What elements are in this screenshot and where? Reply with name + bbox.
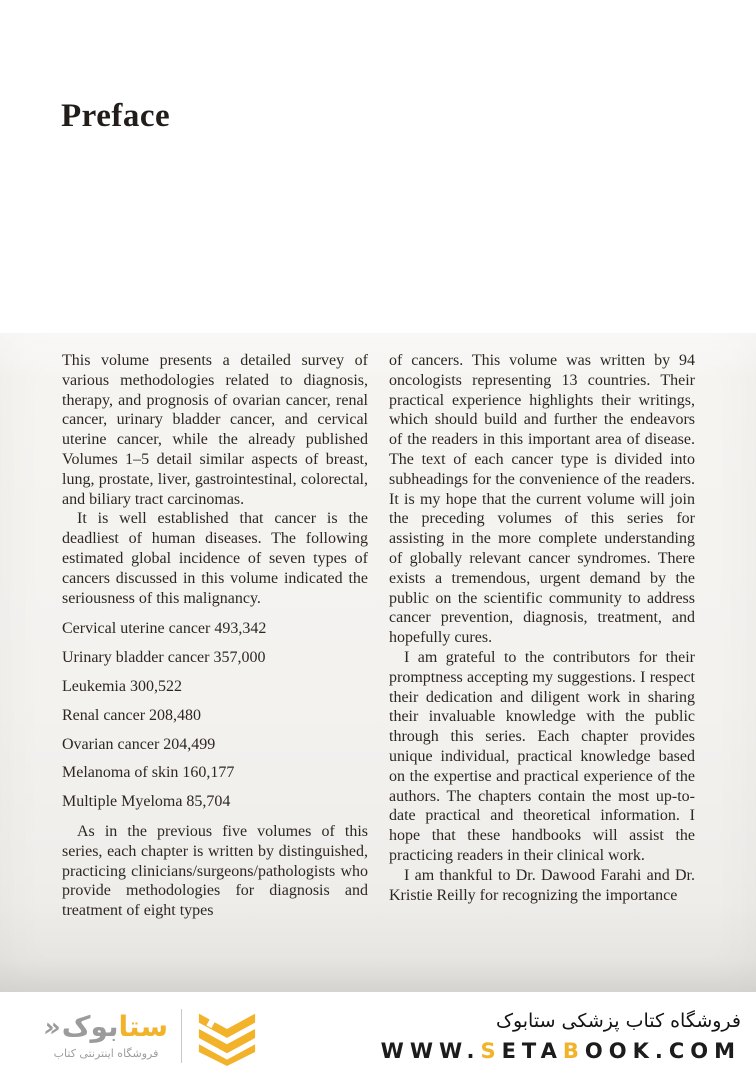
paragraph: I am grateful to the contributors for their promptness accepting my suggestions. I respect their dedication and diligent work in sharing their invaluable knowledge with the public through this series. Each chapter provides unique individual, practical knowledge based on the expertise and practical experience of the authors. The chapters contain the most up-to-date practical and theoretical information. I hope that these handbooks will assist the practicing readers in their clinical work. bbox=[389, 648, 695, 864]
url-segment: ETA bbox=[501, 1038, 563, 1063]
incidence-stats-list bbox=[62, 619, 368, 812]
logo-wordmark-block bbox=[40, 1010, 169, 1060]
stat-line: Urinary bladder cancer 357,000 bbox=[62, 649, 266, 667]
store-info bbox=[381, 1010, 741, 1063]
stat-line: Renal cancer 208,480 bbox=[62, 706, 202, 724]
stat-line: Melanoma of skin 160,177 bbox=[62, 764, 235, 782]
logo-separator bbox=[181, 1009, 182, 1063]
paragraph: of cancers. This volume was written by 94 oncologists representing 13 countries. Their practical experience highlights their writings, which should build and further the endeavors of the readers in this important area of disease. The text of each cancer type is divided into subheadings for the convenience of the readers. It is my hope that the current volume will join the preceding volumes of this series for assisting in the more complete understanding of globally relevant cancer syndromes. There exists a tremendous, urgent demand by the public on the scientific community to address cancer prevention, diagnosis, treatment, and hopefully cures. bbox=[389, 352, 695, 647]
logo-wordmark bbox=[40, 1010, 169, 1043]
stat-line: Cervical uterine cancer 493,342 bbox=[62, 620, 267, 638]
paragraph: As in the previous five volumes of this series, each chapter is written by distinguished, practicing clinicians/surgeons/pathologists who provide methodologies for diagnosis and treatment of eight types bbox=[62, 822, 368, 920]
store-name: فروشگاه کتاب پزشکی ستابوک bbox=[495, 1009, 741, 1032]
setabook-chevron-icon bbox=[195, 1006, 259, 1066]
stat-line: Ovarian cancer 204,499 bbox=[62, 735, 216, 753]
page-title: Preface bbox=[61, 98, 171, 135]
preface-body bbox=[62, 351, 695, 921]
stat-line: Leukemia 300,522 bbox=[62, 677, 182, 695]
url-segment-highlight: S bbox=[480, 1038, 502, 1063]
url-segment: OOK.COM bbox=[584, 1038, 741, 1063]
logo-wordmark-start: ستا bbox=[118, 1010, 169, 1043]
logo-tagline: فروشگاه اینترنتی کتاب bbox=[53, 1047, 159, 1060]
paragraph: I am thankful to Dr. Dawood Farahi and Dr. Kristie Reilly for recognizing the importance bbox=[389, 866, 695, 904]
stat-line: Multiple Myeloma 85,704 bbox=[62, 793, 231, 811]
setabook-banner bbox=[0, 992, 756, 1080]
right-column bbox=[389, 351, 695, 921]
paragraph: This volume presents a detailed survey of various methodologies related to diagnosis, therapy, and prognosis of ovarian cancer, renal cancer, urinary bladder cancer, and cervical uterine cancer, while the already published Volumes 1–5 detail similar aspects of breast, lung, prostate, liver, gastrointestinal, colorectal, and biliary tract carcinomas. bbox=[62, 352, 368, 508]
left-column bbox=[62, 351, 368, 921]
url-segment: WWW. bbox=[380, 1038, 481, 1063]
paragraph: It is well established that cancer is the deadliest of human diseases. The following estimated global incidence of seven types of cancers discussed in this volume indicated the seriousness of this malignancy. bbox=[62, 510, 368, 607]
url-segment-highlight: B bbox=[562, 1038, 585, 1063]
website-url bbox=[381, 1039, 741, 1063]
logo-guillemet-icon: « bbox=[40, 1013, 65, 1043]
logo-wordmark-end: بوک bbox=[61, 1010, 119, 1043]
setabook-logo bbox=[40, 1006, 259, 1066]
